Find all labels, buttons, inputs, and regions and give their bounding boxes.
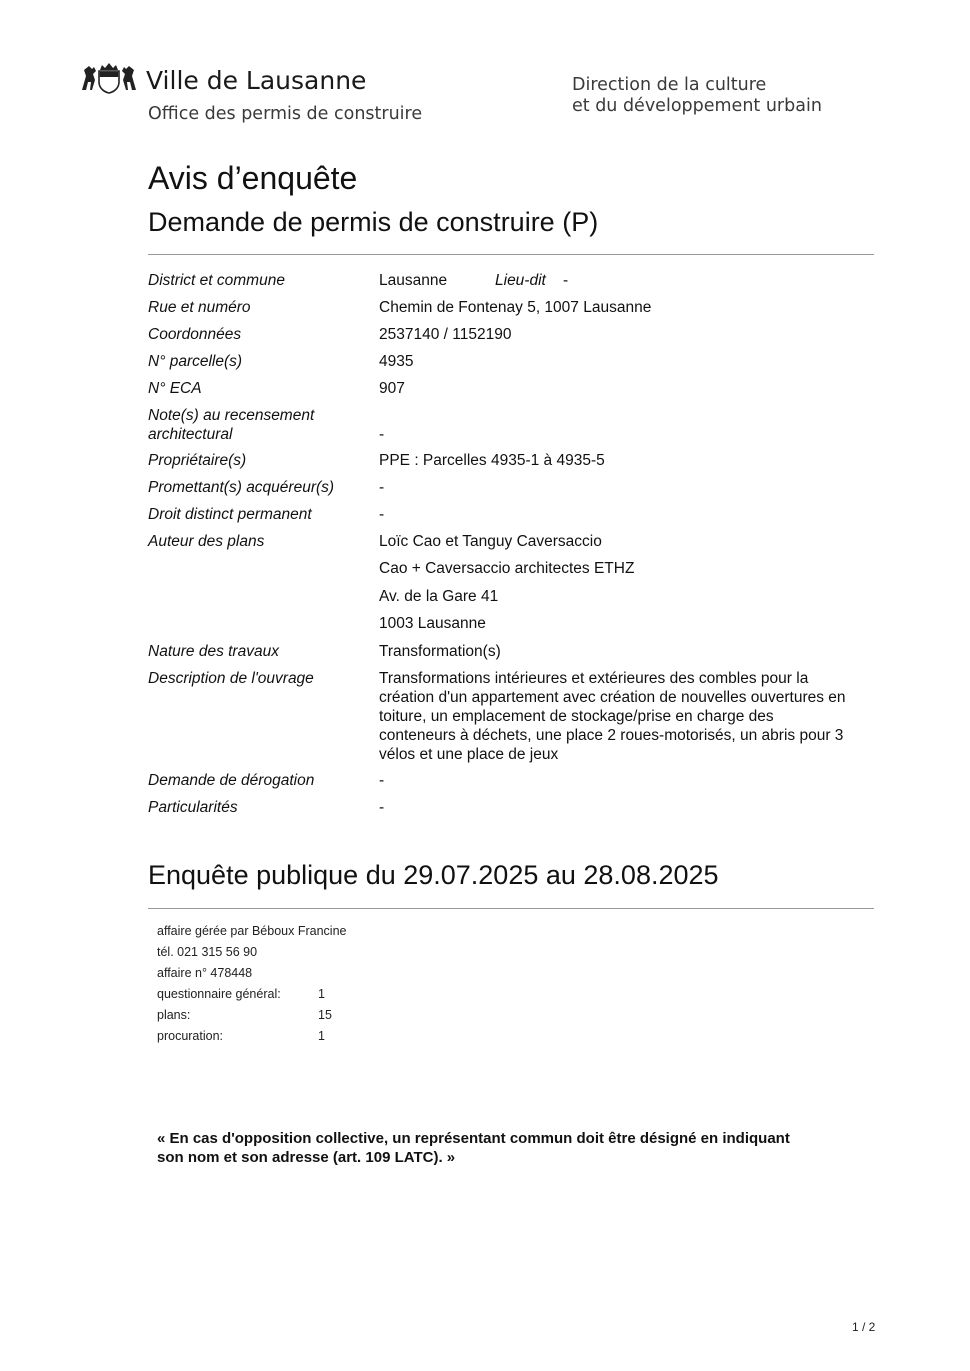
- page-indicator: 1 / 2: [852, 1320, 876, 1334]
- district-value: Lausanne: [379, 272, 448, 289]
- derogation-value: -: [379, 772, 385, 789]
- org-title: Ville de Lausanne: [146, 66, 367, 95]
- auteur-line: Av. de la Gare 41: [379, 588, 499, 605]
- description-line: Transformations intérieures et extérieures des combles pour la: [379, 670, 809, 687]
- rue-value: Chemin de Fontenay 5, 1007 Lausanne: [379, 299, 652, 316]
- description-value: [379, 669, 874, 764]
- particularites-label: Particularités: [148, 799, 238, 816]
- description-line: vélos et une place de jeux: [379, 746, 559, 763]
- proprietaire-label: Propriétaire(s): [148, 452, 247, 469]
- promettant-label: Promettant(s) acquéreur(s): [148, 479, 335, 496]
- eca-value: 907: [379, 380, 405, 397]
- questionnaire-label: questionnaire général:: [157, 987, 281, 1001]
- particularites-value: -: [379, 799, 385, 816]
- legal-note-line: « En cas d'opposition collective, un représentant commun doit être désigné en indiquant: [157, 1130, 790, 1147]
- enquete-title: Enquête publique du 29.07.2025 au 28.08.2025: [148, 860, 719, 890]
- divider: [148, 908, 874, 909]
- description-line: toiture, un emplacement de stockage/prise en charge des: [379, 708, 774, 725]
- procuration-label: procuration:: [157, 1029, 224, 1043]
- managed-by: affaire gérée par Béboux Francine: [157, 924, 347, 938]
- coord-value: 2537140 / 1152190: [379, 326, 512, 343]
- description-line: création d'un appartement avec création de nouvelles ouvertures en: [379, 689, 846, 706]
- parcelle-label: N° parcelle(s): [148, 353, 243, 370]
- district-label: District et commune: [148, 272, 285, 289]
- affaire-number: affaire n° 478448: [157, 966, 253, 980]
- nature-label: Nature des travaux: [148, 643, 279, 660]
- parcelle-value: 4935: [379, 353, 414, 370]
- note-label-line2: architectural: [148, 426, 233, 443]
- lieu-dit-value: -: [563, 272, 569, 289]
- description-line: conteneurs à déchets, une place 2 roues-motorisés, un abris pour 3: [379, 727, 844, 744]
- lieu-dit-label: Lieu-dit: [495, 272, 546, 289]
- questionnaire-value: 1: [318, 987, 325, 1001]
- legal-note: [157, 1129, 877, 1167]
- plans-label: plans:: [157, 1008, 191, 1022]
- droit-label: Droit distinct permanent: [148, 506, 312, 523]
- promettant-value: -: [379, 479, 385, 496]
- note-value: -: [379, 426, 385, 443]
- department: [572, 75, 822, 117]
- page-title: Avis d’enquête: [148, 160, 358, 196]
- droit-value: -: [379, 506, 385, 523]
- coord-label: Coordonnées: [148, 326, 242, 343]
- auteur-line: Loïc Cao et Tanguy Caversaccio: [379, 533, 602, 550]
- legal-note-line: son nom et son adresse (art. 109 LATC). »: [157, 1149, 456, 1166]
- divider: [148, 254, 874, 255]
- page-subtitle: Demande de permis de construire (P): [148, 207, 599, 237]
- org-subtitle: Office des permis de construire: [148, 104, 423, 124]
- proprietaire-value: PPE : Parcelles 4935-1 à 4935-5: [379, 452, 605, 469]
- department-line: et du développement urbain: [572, 96, 822, 116]
- lausanne-crest-icon: [80, 62, 138, 94]
- eca-label: N° ECA: [148, 380, 202, 397]
- note-label-line1: Note(s) au recensement: [148, 407, 315, 424]
- derogation-label: Demande de dérogation: [148, 772, 315, 789]
- nature-value: Transformation(s): [379, 643, 501, 660]
- auteur-line: 1003 Lausanne: [379, 615, 486, 632]
- plans-value: 15: [318, 1008, 332, 1022]
- procuration-value: 1: [318, 1029, 325, 1043]
- department-line: Direction de la culture: [572, 75, 767, 95]
- auteur-label: Auteur des plans: [148, 533, 265, 550]
- tel: tél. 021 315 56 90: [157, 945, 258, 959]
- description-label: Description de l'ouvrage: [148, 670, 314, 687]
- auteur-line: Cao + Caversaccio architectes ETHZ: [379, 560, 635, 577]
- rue-label: Rue et numéro: [148, 299, 251, 316]
